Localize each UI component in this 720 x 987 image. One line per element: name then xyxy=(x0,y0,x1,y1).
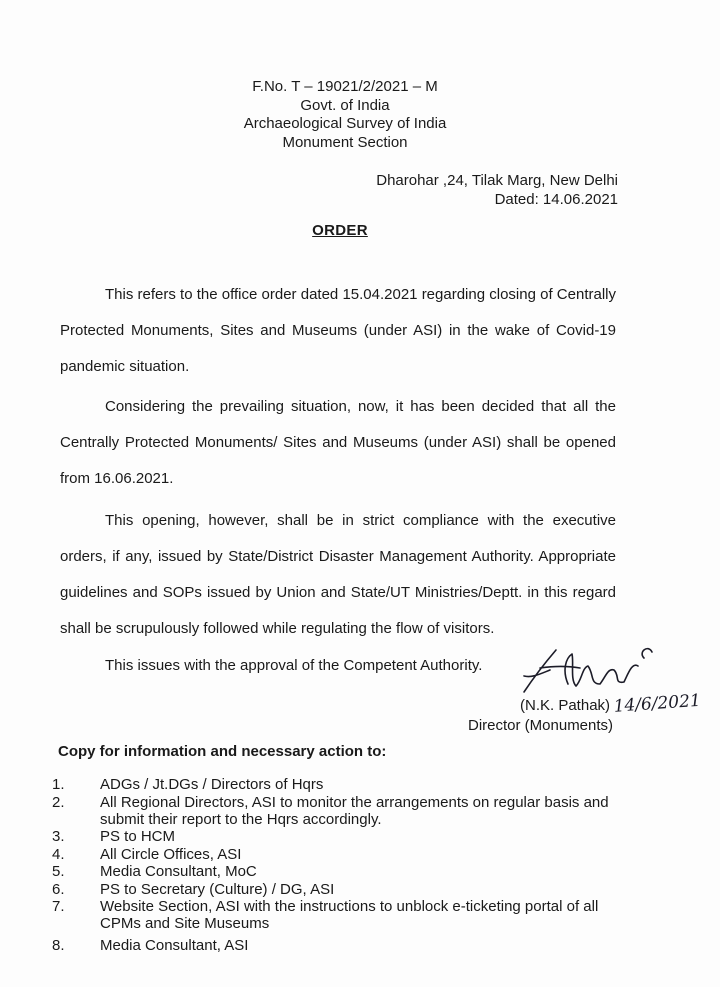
list-item-number: 6. xyxy=(52,880,65,898)
order-body xyxy=(60,277,616,685)
paragraph: This issues with the approval of the Competent Authority. xyxy=(105,657,483,674)
list-item-text: Media Consultant, MoC xyxy=(100,863,257,880)
signature-stroke xyxy=(642,649,652,658)
file-number: F.No. T – 19021/2/2021 – M xyxy=(252,78,438,95)
copy-list xyxy=(52,776,622,955)
list-item-text: ADGs / Jt.DGs / Directors of Hqrs xyxy=(100,776,324,793)
list-item xyxy=(52,881,622,898)
list-item-text: All Circle Offices, ASI xyxy=(100,845,242,863)
list-item xyxy=(52,776,622,793)
list-item xyxy=(52,937,622,954)
list-item-text: All Regional Directors, ASI to monitor the arrangements on regular basis and submit their report to the Hqrs accordingly. xyxy=(100,793,609,828)
list-item-number: 3. xyxy=(52,828,65,845)
signature-stroke xyxy=(565,654,638,686)
paragraph: This refers to the office order dated 15.04.2021 regarding closing of Centrally Protected Monuments, Sites and Museums (under ASI) in the wake of Covid-19 pandemic situation. xyxy=(60,286,616,375)
copy-heading: Copy for information and necessary action to: xyxy=(58,743,387,760)
section-name: Monument Section xyxy=(282,133,408,151)
address-line: Dharohar ,24, Tilak Marg, New Delhi xyxy=(376,172,618,189)
signatory-designation: Director (Monuments) xyxy=(468,717,614,734)
date-line: Dated: 14.06.2021 xyxy=(494,190,618,208)
paragraph: This opening, however, shall be in strict compliance with the executive orders, if any, issued by State/District Disaster Management Authority. Appropriate guidelines and SOPs issued by Union and State/UT Ministries/Deptt. in this regard shall be scrupulously followed while regulating the flow of visitors. xyxy=(60,512,616,637)
signature-date: 14/6/2021 xyxy=(613,690,702,717)
letter-header xyxy=(0,78,690,152)
list-item-text: PS to HCM xyxy=(100,828,176,845)
list-item-number: 8. xyxy=(52,937,65,954)
address-block xyxy=(376,172,618,209)
list-item-text: PS to Secretary (Culture) / DG, ASI xyxy=(100,880,335,898)
list-item xyxy=(52,863,622,880)
page-title: ORDER xyxy=(312,222,368,239)
list-item xyxy=(52,828,622,845)
list-item-number: 2. xyxy=(52,793,65,811)
list-item xyxy=(52,898,622,932)
organization-name: Archaeological Survey of India xyxy=(243,115,447,132)
list-item-text: Website Section, ASI with the instructions to unblock e-ticketing portal of all CPMs and Site Museums xyxy=(100,898,599,932)
list-item xyxy=(52,794,622,828)
list-item-number: 5. xyxy=(52,863,65,880)
list-item-number: 7. xyxy=(52,898,65,915)
paragraph: Considering the prevailing situation, now, it has been decided that all the Centrally Protected Monuments/ Sites and Museums (under ASI) shall be opened from 16.06.2021. xyxy=(60,398,616,487)
signatory-name: (N.K. Pathak) xyxy=(520,697,611,714)
list-item xyxy=(52,846,622,863)
govt-line: Govt. of India xyxy=(300,96,390,114)
list-item-number: 4. xyxy=(52,845,65,863)
list-item-number: 1. xyxy=(52,776,65,793)
list-item-text: Media Consultant, ASI xyxy=(100,937,249,954)
